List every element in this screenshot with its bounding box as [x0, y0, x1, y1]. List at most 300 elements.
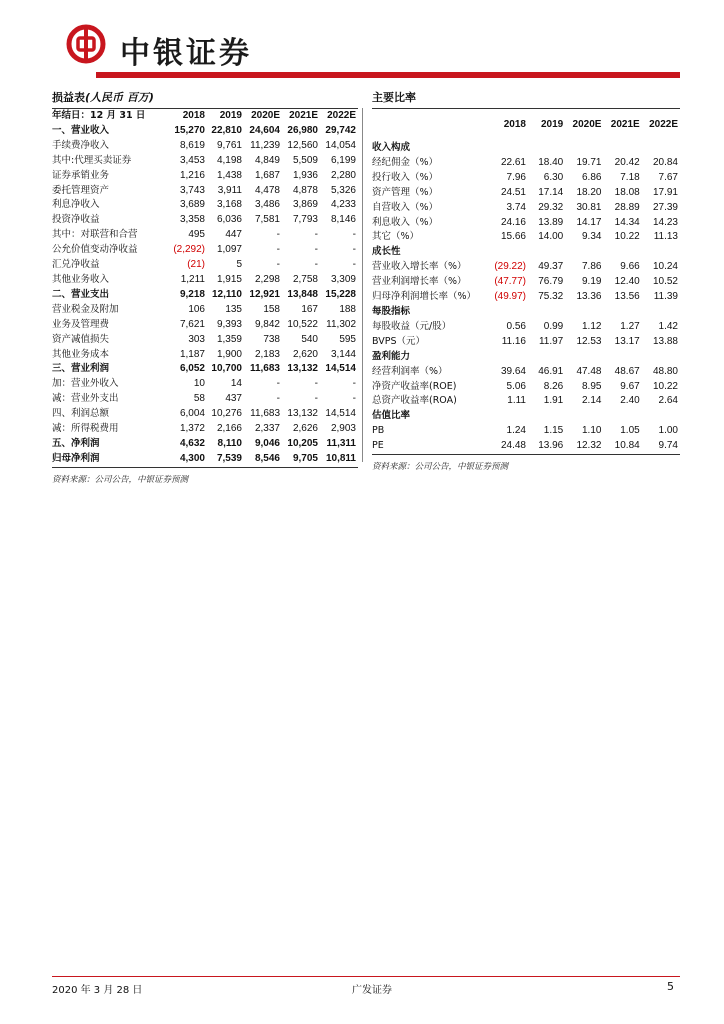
value-cell: - [352, 378, 356, 390]
value-cell: 58 [193, 393, 205, 405]
table-row [52, 258, 358, 273]
row-label: 二、营业支出 [52, 288, 110, 300]
footer-company: 广发证券 [352, 985, 392, 996]
table-row [52, 139, 358, 154]
table-row [372, 365, 680, 380]
value-cell: - [314, 259, 318, 271]
row-label: 成长性 [372, 246, 401, 258]
table-row [372, 409, 680, 424]
value-cell: 11.39 [653, 291, 678, 303]
row-label: 净资产收益率(ROE) [372, 380, 457, 392]
value-cell: 13,132 [287, 363, 318, 375]
value-cell: 2,626 [292, 423, 318, 435]
column-divider [362, 108, 363, 462]
value-cell: 7.86 [582, 261, 602, 273]
table-row [372, 216, 680, 231]
value-cell: 9,705 [282, 452, 320, 467]
value-cell: 1,915 [216, 273, 242, 285]
row-label: 经营利润率（%） [372, 365, 448, 377]
value-cell: 24.16 [500, 216, 526, 228]
header-year-cell: 2019 [540, 119, 564, 130]
value-cell [603, 350, 641, 365]
value-cell [603, 245, 641, 260]
value-cell: 14,514 [325, 408, 356, 420]
value-cell: 10,276 [211, 408, 242, 420]
value-cell: 49.37 [538, 261, 564, 273]
table-row [52, 377, 358, 392]
header-year-cell: 2020E [572, 119, 602, 130]
table-row [372, 201, 680, 216]
value-cell: 2,337 [254, 423, 280, 435]
value-cell [528, 305, 565, 320]
value-cell: 9,046 [254, 437, 280, 449]
value-cell: - [314, 393, 318, 405]
value-cell: 4,632 [179, 437, 205, 449]
value-cell: 24,604 [249, 124, 280, 136]
value-cell: 11,311 [326, 437, 356, 449]
table-header-row [52, 109, 358, 124]
value-cell: 14.23 [652, 216, 678, 228]
header-year-cell: 2020E [251, 110, 280, 121]
value-cell: 9.67 [620, 380, 640, 392]
value-cell: 19.71 [576, 156, 602, 168]
value-cell: 8,110 [217, 437, 242, 449]
value-cell [528, 245, 565, 260]
bank-of-china-logo-icon [66, 24, 106, 64]
value-cell: 1,097 [216, 244, 242, 256]
table-row [52, 303, 358, 318]
row-label: 减：营业外支出 [52, 393, 119, 405]
table-header-row [372, 109, 680, 141]
value-cell: 18.20 [576, 186, 602, 198]
table-row [372, 350, 680, 365]
value-cell: 1,438 [216, 169, 242, 181]
table-row [372, 141, 680, 156]
header-year-cell: 2022E [327, 110, 356, 121]
value-cell: 4,300 [170, 452, 207, 467]
key-ratios-title: 主要比率 [372, 88, 680, 109]
table-row [372, 335, 680, 350]
value-cell: 7.67 [658, 171, 678, 183]
table-row [372, 380, 680, 395]
value-cell: 13.56 [614, 291, 640, 303]
value-cell: 6,036 [216, 214, 242, 226]
value-cell: 1,211 [180, 273, 205, 285]
value-cell: 1,687 [254, 169, 280, 181]
value-cell: 6.30 [543, 171, 564, 183]
value-cell: 7.18 [620, 171, 640, 183]
value-cell: 75.32 [538, 291, 564, 303]
value-cell: 3,869 [292, 199, 318, 211]
value-cell: 12,921 [249, 288, 280, 300]
value-cell: 3,911 [217, 184, 242, 196]
row-label: 证券承销业务 [52, 169, 110, 181]
value-cell: 3,689 [179, 199, 205, 211]
value-cell: 11,683 [250, 408, 280, 420]
value-cell: (2,292) [173, 244, 205, 256]
value-cell: 4,233 [330, 199, 356, 211]
value-cell: 15,228 [325, 288, 356, 300]
value-cell: 14,514 [325, 363, 356, 375]
key-ratios-source: 资料来源：公司公告，中银证券预测 [372, 462, 509, 473]
row-label: 四、利润总额 [52, 408, 110, 420]
value-cell: 20.84 [652, 156, 678, 168]
value-cell: 5.06 [506, 380, 526, 392]
value-cell: 9.74 [642, 439, 680, 454]
table-row [52, 392, 358, 407]
income-statement-source: 资料来源：公司公告，中银证券预测 [52, 474, 189, 485]
table-row [372, 439, 680, 454]
row-label: 估值比率 [372, 410, 411, 422]
value-cell: 18.08 [614, 186, 640, 198]
value-cell: 24.51 [500, 186, 526, 198]
table-row [52, 154, 358, 169]
value-cell: 1,936 [292, 169, 318, 181]
row-label: 利息净收入 [52, 199, 100, 211]
table-row [52, 407, 358, 422]
value-cell: 11,683 [249, 363, 280, 375]
value-cell: 13.17 [614, 335, 640, 347]
row-label: 其他业务收入 [52, 273, 110, 285]
table-row [52, 273, 358, 288]
value-cell: 10.22 [614, 231, 640, 243]
value-cell: 4,878 [292, 184, 318, 196]
table-row [372, 424, 680, 439]
table-row [52, 452, 358, 467]
value-cell [565, 245, 603, 260]
value-cell: 46.91 [538, 365, 564, 377]
value-cell: 5,326 [330, 184, 356, 196]
value-cell: 188 [339, 303, 356, 315]
value-cell: 11.97 [538, 335, 564, 347]
value-cell: 6,004 [179, 408, 205, 420]
row-label: 盈利能力 [372, 350, 411, 362]
header-year-cell: 2022E [649, 119, 678, 130]
value-cell: 1.15 [543, 425, 564, 437]
value-cell: 6.86 [582, 171, 602, 183]
value-cell: 11.13 [653, 231, 678, 243]
value-cell: 13.96 [528, 439, 565, 454]
value-cell: - [276, 229, 280, 241]
row-label: 资产减值损失 [52, 333, 110, 345]
value-cell [565, 305, 603, 320]
value-cell: 10,811 [320, 452, 358, 467]
row-label: 公允价值变动净收益 [52, 244, 138, 256]
value-cell: 106 [188, 303, 205, 315]
value-cell: 3,144 [330, 348, 356, 360]
value-cell: 9.19 [582, 276, 602, 288]
value-cell: 22.61 [500, 156, 526, 168]
value-cell: 5 [236, 259, 242, 271]
value-cell: 11,239 [250, 139, 280, 151]
table-row [372, 245, 680, 260]
value-cell: 10,205 [287, 437, 318, 449]
table-row [372, 171, 680, 186]
value-cell: 1,216 [179, 169, 205, 181]
table-row [372, 275, 680, 290]
value-cell [642, 305, 680, 320]
table-row [372, 230, 680, 245]
value-cell: 0.56 [506, 320, 526, 332]
row-label: 其中：对联营和合营 [52, 229, 138, 241]
value-cell: 14.17 [576, 216, 602, 228]
row-label: 利息收入（%） [372, 216, 439, 228]
table-row [372, 394, 680, 409]
value-cell: - [352, 393, 356, 405]
value-cell: 9,218 [179, 288, 205, 300]
value-cell: 17.91 [652, 186, 678, 198]
row-label: 营业税金及附加 [52, 303, 119, 315]
value-cell: - [352, 229, 356, 241]
value-cell: 3,743 [179, 184, 205, 196]
value-cell: 1,372 [179, 423, 205, 435]
value-cell: 10.22 [652, 380, 678, 392]
value-cell [528, 350, 565, 365]
row-label: 投资净收益 [52, 214, 100, 226]
row-label: 每股收益（元/股） [372, 320, 452, 332]
value-cell: 13,132 [287, 408, 318, 420]
value-cell: 26,980 [287, 124, 318, 136]
value-cell: 3,309 [330, 273, 356, 285]
table-row [372, 305, 680, 320]
row-label: 归母净利润 [52, 452, 170, 467]
brand-name: 中银证券 [120, 36, 252, 71]
value-cell: 1,187 [179, 348, 205, 360]
row-label: BVPS（元） [372, 335, 425, 347]
footer-date: 2020 年 3 月 28 日 [52, 985, 143, 996]
value-cell: 9.34 [582, 231, 602, 243]
value-cell: 7.96 [506, 171, 526, 183]
value-cell: 3,358 [179, 214, 205, 226]
value-cell [642, 245, 680, 260]
row-label: 收入构成 [372, 142, 411, 153]
value-cell [565, 409, 603, 424]
value-cell: 7,581 [254, 214, 280, 226]
value-cell: 1.12 [582, 320, 602, 332]
value-cell [491, 245, 528, 260]
value-cell: 3.74 [506, 201, 526, 213]
value-cell: 76.79 [538, 276, 564, 288]
table-row [52, 333, 358, 348]
row-label: 汇兑净收益 [52, 259, 100, 271]
value-cell: - [276, 378, 280, 390]
value-cell: 12.40 [614, 276, 640, 288]
table-row [52, 422, 358, 437]
table-row [52, 318, 358, 333]
value-cell: - [314, 244, 318, 256]
header-label-cell [372, 109, 491, 141]
value-cell: 14 [230, 378, 242, 390]
value-cell: 1.05 [620, 425, 640, 437]
value-cell: 3,453 [179, 154, 205, 166]
value-cell: 1.91 [543, 395, 564, 407]
value-cell: 3,486 [254, 199, 280, 211]
header-year-cell: 2018 [503, 119, 526, 130]
row-label: 加：营业外收入 [52, 378, 119, 390]
value-cell: 9.66 [620, 261, 640, 273]
value-cell: 13.36 [576, 291, 602, 303]
value-cell: 8,619 [179, 139, 205, 151]
value-cell: 6,052 [179, 363, 205, 375]
value-cell: 2.14 [582, 395, 602, 407]
value-cell: 10.52 [652, 276, 678, 288]
value-cell: 7,539 [207, 452, 244, 467]
value-cell: 4,198 [216, 154, 242, 166]
income-statement-title: 损益表(人民币 百万) [52, 88, 358, 109]
table-row [372, 260, 680, 275]
header-year-cell: 2019 [219, 110, 242, 121]
value-cell: 1.42 [658, 320, 678, 332]
value-cell: (49.97) [494, 291, 526, 303]
value-cell: 5,509 [292, 154, 318, 166]
value-cell: 8,146 [330, 214, 356, 226]
value-cell: - [276, 393, 280, 405]
value-cell: 7,793 [292, 214, 318, 226]
value-cell: 447 [225, 229, 242, 241]
value-cell: 10 [193, 378, 205, 390]
value-cell [642, 350, 680, 365]
value-cell: 3,168 [216, 199, 242, 211]
value-cell: 1,900 [216, 348, 242, 360]
value-cell: 39.64 [500, 365, 526, 377]
header-year-cell: 2018 [182, 110, 205, 121]
value-cell: 15,270 [174, 124, 205, 136]
value-cell: (47.77) [494, 276, 526, 288]
value-cell [491, 350, 528, 365]
value-cell: 7,621 [179, 318, 205, 330]
value-cell: - [314, 229, 318, 241]
value-cell: 1.27 [620, 320, 640, 332]
value-cell: 167 [301, 303, 318, 315]
row-label: 五、净利润 [52, 437, 100, 449]
value-cell: 11.16 [501, 335, 526, 347]
value-cell: 11,302 [326, 318, 356, 330]
value-cell: 303 [188, 333, 205, 345]
value-cell: 135 [225, 303, 242, 315]
value-cell: (29.22) [494, 261, 526, 273]
row-label: 其它（%） [372, 231, 420, 243]
row-label: PB [372, 425, 385, 437]
value-cell: 27.39 [652, 201, 678, 213]
value-cell: 13,848 [287, 288, 318, 300]
value-cell: 8.95 [582, 380, 602, 392]
row-label: 自营收入（%） [372, 201, 439, 213]
table-row [52, 243, 358, 258]
value-cell [603, 409, 641, 424]
table-row [52, 184, 358, 199]
table-row [372, 186, 680, 201]
value-cell: 15.66 [500, 231, 526, 243]
value-cell: 29,742 [325, 124, 356, 136]
footer-rule [52, 976, 680, 977]
value-cell: 14.00 [538, 231, 564, 243]
row-label: PE [372, 439, 491, 454]
header-year-cell: 2021E [610, 119, 640, 130]
value-cell [491, 305, 528, 320]
value-cell: 6,199 [330, 154, 356, 166]
value-cell: 13.89 [538, 216, 564, 228]
table-row [52, 124, 358, 139]
table-row [52, 198, 358, 213]
value-cell: 10.84 [603, 439, 641, 454]
row-label: 三、营业利润 [52, 363, 110, 375]
value-cell: 4,849 [254, 154, 280, 166]
value-cell: 48.67 [614, 365, 640, 377]
value-cell: 1.11 [507, 395, 526, 407]
value-cell: 595 [339, 333, 356, 345]
value-cell [528, 141, 565, 156]
value-cell: 8.26 [543, 380, 564, 392]
value-cell: 20.42 [614, 156, 640, 168]
value-cell: 1,359 [216, 333, 242, 345]
row-label: 一、营业收入 [52, 124, 110, 136]
value-cell: - [276, 259, 280, 271]
value-cell: 22,810 [211, 124, 242, 136]
value-cell: 2,903 [330, 423, 356, 435]
value-cell: 0.99 [543, 320, 564, 332]
row-label: 减：所得税费用 [52, 423, 119, 435]
value-cell [642, 409, 680, 424]
value-cell: 47.48 [576, 365, 602, 377]
value-cell [528, 409, 565, 424]
value-cell [491, 141, 528, 156]
value-cell: 1.24 [506, 425, 526, 437]
row-label: 归母净利润增长率（%） [372, 291, 477, 303]
value-cell: 18.40 [538, 156, 564, 168]
value-cell: 1.10 [582, 425, 602, 437]
value-cell: 9,842 [254, 318, 280, 330]
row-label: 每股指标 [372, 305, 411, 317]
value-cell [565, 141, 603, 156]
row-label: 业务及管理费 [52, 318, 110, 330]
value-cell: 1.00 [658, 425, 678, 437]
value-cell: 10.24 [652, 261, 678, 273]
value-cell: 14,054 [325, 139, 356, 151]
value-cell: 2,620 [292, 348, 318, 360]
value-cell: 2,298 [254, 273, 280, 285]
table-row [372, 290, 680, 305]
value-cell: 2,183 [254, 348, 280, 360]
table-row [372, 320, 680, 335]
value-cell: 12.32 [565, 439, 603, 454]
header-year-cell: 2021E [289, 110, 318, 121]
value-cell: 24.48 [491, 439, 528, 454]
value-cell: 30.81 [576, 201, 602, 213]
value-cell: 28.89 [614, 201, 640, 213]
value-cell: 12.53 [576, 335, 602, 347]
table-row [52, 362, 358, 377]
table-row [372, 156, 680, 171]
table-row [52, 348, 358, 363]
value-cell: 10,522 [287, 318, 318, 330]
value-cell: - [314, 378, 318, 390]
value-cell: 2,280 [330, 169, 356, 181]
row-label: 手续费净收入 [52, 139, 110, 151]
value-cell: 14.34 [614, 216, 640, 228]
value-cell: 12,560 [287, 139, 318, 151]
row-label: 资产管理（%） [372, 186, 439, 198]
table-row [52, 288, 358, 303]
value-cell: 540 [301, 333, 318, 345]
value-cell: 29.32 [538, 201, 564, 213]
value-cell: 12,110 [211, 288, 242, 300]
value-cell: 17.14 [538, 186, 564, 198]
value-cell: - [352, 244, 356, 256]
row-label: 总资产收益率(ROA) [372, 395, 457, 407]
key-ratios-section [372, 88, 680, 472]
table-row [52, 169, 358, 184]
income-statement-table [52, 109, 358, 468]
